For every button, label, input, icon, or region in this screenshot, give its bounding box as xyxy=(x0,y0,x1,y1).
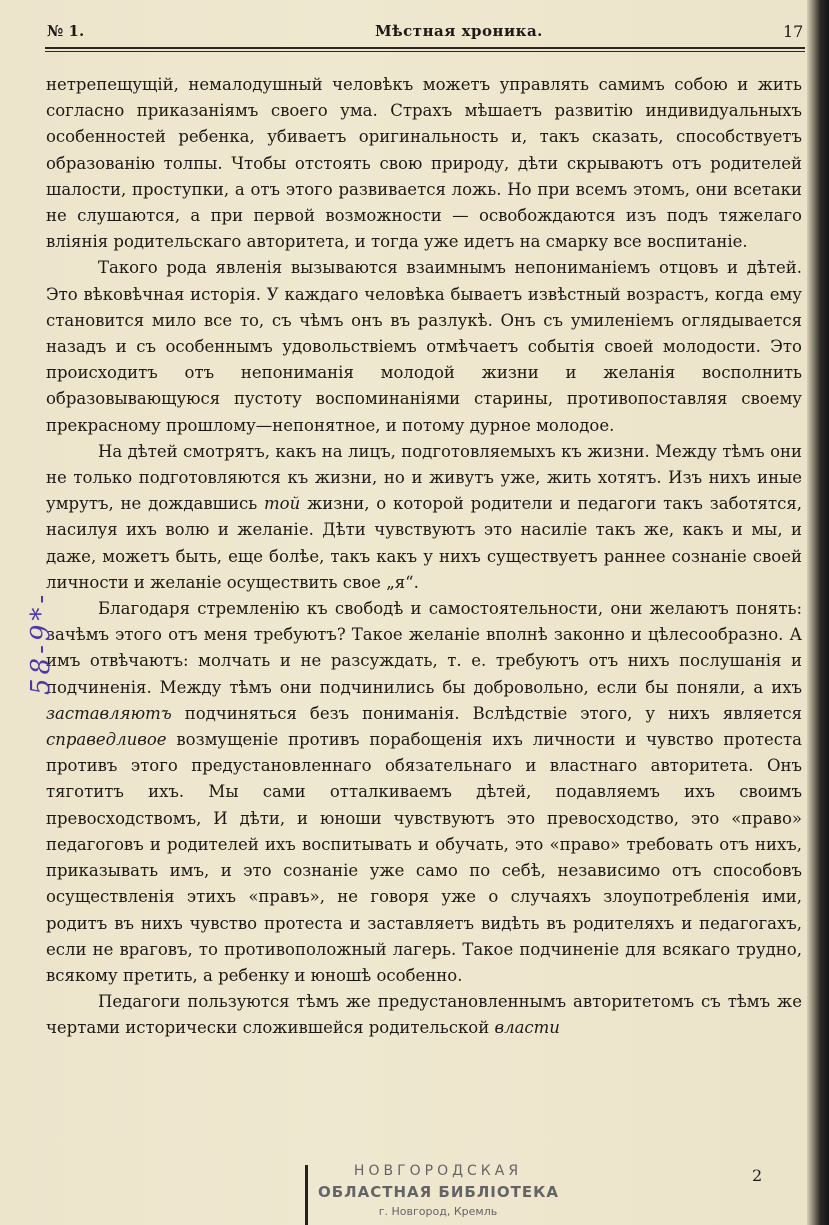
paragraph xyxy=(46,989,802,1041)
page-edge-shadow xyxy=(807,0,829,1225)
paragraph xyxy=(46,72,802,255)
text-run: жизни, о которой родители и педагоги такъ заботятся, насилуя ихъ волю и желаніе. Дѣти чувствуютъ это насиліе такъ же, какъ и мы, и даже, можетъ быть, еще болѣе, такъ какъ у нихъ существуетъ раннее сознаніе своей личности и желаніе осуществить свое „я“. xyxy=(46,494,802,592)
body-text xyxy=(46,72,802,1042)
paragraph xyxy=(46,255,802,438)
section-title: Мѣстная хроника. xyxy=(375,22,543,40)
page-number: 17 xyxy=(783,22,804,41)
text-run: Педагоги пользуются тѣмъ же предустановленнымъ авторитетомъ съ тѣмъ же чертами исторически сложившейся родительской xyxy=(46,992,802,1038)
running-header xyxy=(45,22,805,46)
text-run: возмущеніе противъ порабощенія ихъ личности и чувство протеста противъ этого предустановленнаго обязательнаго и властнаго авторитета. Онъ тяготитъ ихъ. Мы сами отталкиваемъ дѣтей, подавляемъ ихъ своимъ превосходствомъ, И дѣти, и юноши чувствуютъ это превосходство, это «право» педагоговъ и родителей ихъ воспитывать и обучать, это «право» требовать отъ нихъ, приказывать имъ, и это сознаніе уже само по себѣ, независимо отъ способовъ осуществленія этихъ «правъ», не говоря уже о случаяхъ злоупотребленія ими, родитъ въ нихъ чувство протеста и заставляетъ видѣть въ родителяхъ и педагогахъ, если не враговъ, то противоположный лагерь. Такое подчиненіе для всякаго трудно, всякому претить, а ребенку и юношѣ особенно. xyxy=(46,730,802,985)
text-run: Такого рода явленія вызываются взаимнымъ непониманіемъ отцовъ и дѣтей. Это вѣковѣчная исторія. У каждаго человѣка бываетъ извѣстный возрастъ, когда ему становится мило все то, съ чѣмъ онъ въ разлукѣ. Онъ съ умиленіемъ оглядывается назадъ и съ особеннымъ удовольствіемъ отмѣчаетъ событія своей молодости. Это происходитъ отъ непониманія молодой жизни и желанія восполнить образовывающуюся пустоту воспоминаніями старины, противопоставляя своему прекрасному прошлому—непонятное, и потому дурное молодое. xyxy=(46,258,802,435)
italic-emphasis: власти xyxy=(494,1018,560,1038)
stamp-line-2: ОБЛАСТНАЯ БИБЛІОТЕКА xyxy=(318,1183,559,1201)
footer-rule xyxy=(305,1165,308,1225)
italic-emphasis: той xyxy=(264,494,301,514)
italic-emphasis: справедливое xyxy=(46,730,167,750)
issue-number: № 1. xyxy=(47,22,85,40)
header-rule xyxy=(45,47,805,49)
signature-mark: 2 xyxy=(752,1166,763,1185)
paragraph xyxy=(46,596,802,989)
handwritten-margin-note xyxy=(6,515,56,705)
stamp-line-1: НОВГОРОДСКАЯ xyxy=(353,1163,523,1179)
paragraph xyxy=(46,439,802,596)
margin-note-text: 58-9*- xyxy=(26,590,56,695)
italic-emphasis: заставляютъ xyxy=(46,703,172,723)
text-run: На дѣтей смотрятъ, какъ на лицъ, подготовляемыхъ къ жизни. Между тѣмъ они не только подготовляются къ жизни, но и живутъ уже, жить хотятъ. Изъ нихъ иные умрутъ, не дождавшись xyxy=(46,441,802,514)
text-run: нетрепещущій, немалодушный человѣкъ можетъ управлять самимъ собою и жить согласно приказаніямъ своего ума. Страхъ мѣшаетъ развитію индивидуальныхъ особенностей ребенка, убиваетъ оригинальность и, такъ сказать, способствуетъ образованію толпы. Чтобы отстоять свою природу, дѣти скрываютъ отъ родителей шалости, проступки, а отъ этого развивается ложь. Но при всемъ этомъ, они всетаки не слушаются, а при первой возможности — освобождаются изъ подъ тяжелаго вліянія родительскаго авторитета, и тогда уже идетъ на смарку все воспитаніе. xyxy=(46,75,802,252)
library-stamp xyxy=(318,1163,558,1225)
stamp-line-3: г. Новгород, Кремль xyxy=(378,1205,498,1218)
text-run: подчиняться безъ пониманія. Вслѣдствіе этого, у нихъ является xyxy=(171,703,802,723)
header-rule-thin xyxy=(45,51,805,52)
text-run: Благодаря стремленію къ свободѣ и самостоятельности, они желаютъ понять: зачѣмъ этого отъ меня требуютъ? Такое желаніе вполнѣ законно и цѣлесообразно. А имъ отвѣчаютъ: молчать и не разсуждать, т. е. требуютъ отъ нихъ послушанія и подчиненія. Между тѣмъ они подчинились бы добровольно, если бы поняли, а ихъ xyxy=(46,599,802,697)
